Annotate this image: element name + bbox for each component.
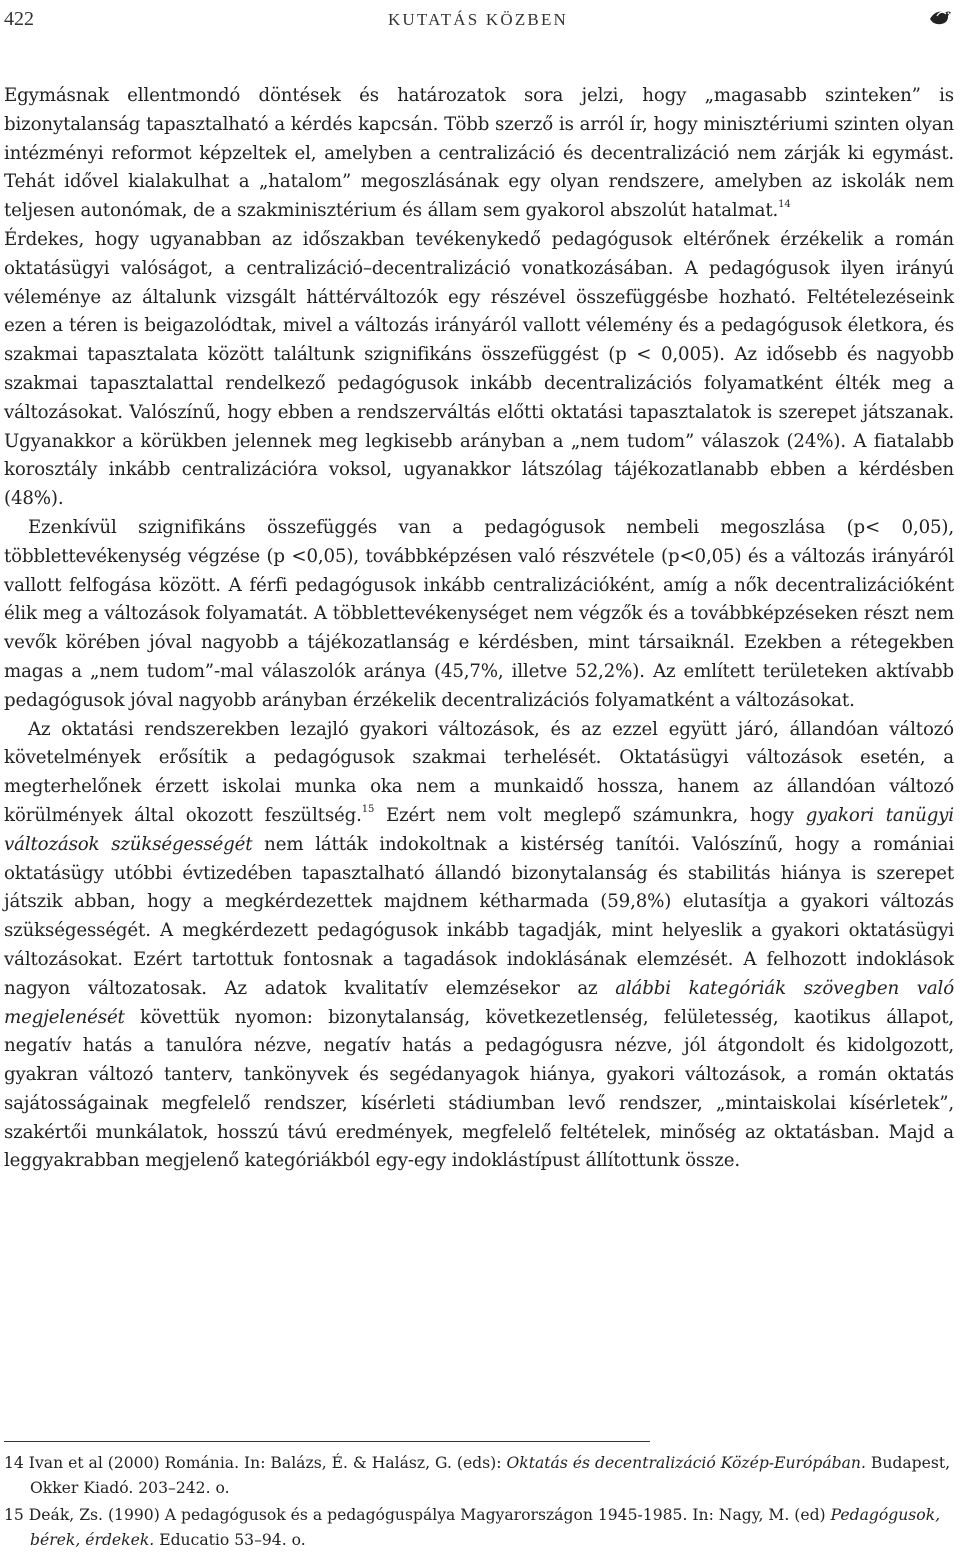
footnote-15-text: 15 Deák, Zs. (1990) A pedagógusok és a pedagóguspálya Magyarországon 1945-1985. In: Nagy, M. (ed) <box>4 1506 831 1524</box>
bird-ornament-icon <box>928 6 952 28</box>
paragraph-2: Érdekes, hogy ugyanabban az időszakban tevékenykedő pedagógusok eltérőnek érzékelik a román oktatásügyi valóságot, a centralizáció–decentralizáció vonatkozásában. A pedagógusok ilyen irányú véleménye az általunk vizsgált háttérváltozók egy részével összefüggésbe hozható. Feltételezéseink ezen a téren is beigazolódtak, mivel a változás irányáról vallott vélemény és a pedagógusok életkora, és szakmai tapasztalata között találtunk szignifikáns összefüggést (p < 0,005). Az idősebb és nagyobb szakmai tapasztalattal rendelkező pedagógusok inkább decentralizációs folyamatként élték meg a változásokat. Valószínű, hogy ebben a rendszerváltás előtti oktatási tapasztalatok is szerepet játszanak. Ugyanakkor a körükben jelennek meg legkisebb arányban a „nem tudom” válaszok (24%). A fiatalabb korosztály inkább centralizációra voksol, ugyanakkor látszólag tájékozatlanabb ebben a kérdésben (48%). <box>4 228 954 510</box>
footnote-14-publisher: Budapest, Okker Kiadó. 203–242. o. <box>30 1454 951 1497</box>
paragraph-3: Ezenkívül szignifikáns összefüggés van a pedagógusok nembeli megoszlása (p< 0,05), többlettevékenység végzése (p <0,05), továbbképzésen való részvétele (p<0,05) és a változás irányáról vallott felfogása között. A férfi pedagógusok inkább centralizációként, amíg a nők decentralizációként élik meg a változások folyamatát. A többlettevékenységet nem végzők és a továbbképzéseken részt nem vevők körében jóval nagyobb a tájékozatlanság e kérdésben, mint társaiknál. Ezekben a rétegekben magas a „nem tudom”-mal válaszolók aránya (45,7%, illetve 52,2%). Az említett területeken aktívabb pedagógusok jóval nagyobb arányban érzékelik decentralizációs folyamatként a változásokat. <box>4 516 954 711</box>
page-number: 422 <box>4 8 34 30</box>
footnote-ref-14[interactable]: 14 <box>778 199 791 211</box>
footnote-14 <box>4 1451 954 1500</box>
paragraph-4-text-a: Az oktatási rendszerekben lezajló gyakori változások, és az ezzel együtt járó, állandóan változó követelmények erősítik a pedagógusok szakmai terhelését. Oktatásügyi változások esetén, a megterhelőnek érzett iskolai munka oka nem a munkaidő hossza, hanem az állandóan változó körülmények által okozott feszültség. <box>4 718 954 826</box>
running-head: KUTATÁS KÖZBEN <box>387 10 569 29</box>
footnote-15-title: Pedagógusok, bérek, érdekek. <box>30 1506 941 1549</box>
paragraph-4-text-b: Ezért nem volt meglepő számunkra, hogy <box>374 804 806 826</box>
footnote-ref-15[interactable]: 15 <box>361 803 375 815</box>
footnotes <box>4 1451 954 1555</box>
footnote-14-title: Oktatás és decentralizáció Közép-Európában. <box>506 1454 866 1472</box>
footnote-14-text: 14 Ivan et al (2000) Románia. In: Balázs, É. & Halász, G. (eds): <box>4 1454 507 1472</box>
paragraph-1-text: Egymásnak ellentmondó döntések és határozatok sora jelzi, hogy „magasabb szinteken” is bizonytalanság tapasztalható a kérdés kapcsán. Több szerző is arról ír, hogy minisztériumi szinten olyan intézményi reformot képzeltek el, amelyben a centralizáció és decentralizáció nem zárják ki egymást. Tehát idővel kialakulhat a „hatalom” megoszlásának egy olyan rendszere, amelyben az iskolák nem teljesen autonómak, de a szakminisztérium és állam sem gyakorol abszolút hatalmat. <box>4 85 954 222</box>
page-header <box>4 2 952 36</box>
footnote-15 <box>4 1503 954 1552</box>
emphasis-categories: alábbi kategóriák szövegben való megjelenését <box>4 977 955 1028</box>
footnote-divider <box>4 1441 650 1442</box>
body-text <box>4 82 954 1176</box>
emphasis-changes: gyakori tanügyi változások szükségességét <box>4 804 954 855</box>
paragraph-1 <box>4 82 954 226</box>
footnote-15-publisher: Educatio 53–94. o. <box>154 1530 306 1549</box>
paragraph-4 <box>4 716 954 1177</box>
paragraph-4-text-f: követtük nyomon: bizonytalanság, következetlenség, felületesség, kaotikus állapot, negatív hatás a tanulóra nézve, negatív hatás a pedagógusra nézve, jól átgondolt és kidolgozott, gyakran változó tanterv, tankönyvek és segédanyagok hiánya, gyakori változások, a román oktatás sajátosságainak megfelelő rendszer, kísérleti stádiumban levő rendszer, „mintaiskolai kísérletek”, szakértői munkálatok, hosszú távú eredmények, megfelelő feltételek, minőség az oktatásban. Majd a leggyakrabban megjelenő kategóriákból egy-egy indoklástípust állítottunk össze. <box>4 1006 954 1172</box>
paragraph-4-text-d: nem látták indokoltnak a kistérség tanítói. Valószínű, hogy a romániai oktatásügy utóbbi évtizedében tapasztalható állandó bizonytalanság és stabilitás hiánya is szerepet játszik abban, hogy a megkérdezettek majdnem kétharmada (59,8%) elutasítja a gyakori változás szükségességét. A megkérdezett pedagógusok inkább tagadják, mint helyeslik a gyakori oktatásügyi változásokat. Ezért tartottuk fontosnak a tagadások indoklásának elemzését. A felhozott indoklások nagyon változatosak. Az adatok kvalitatív elemzésekor az <box>4 833 954 999</box>
